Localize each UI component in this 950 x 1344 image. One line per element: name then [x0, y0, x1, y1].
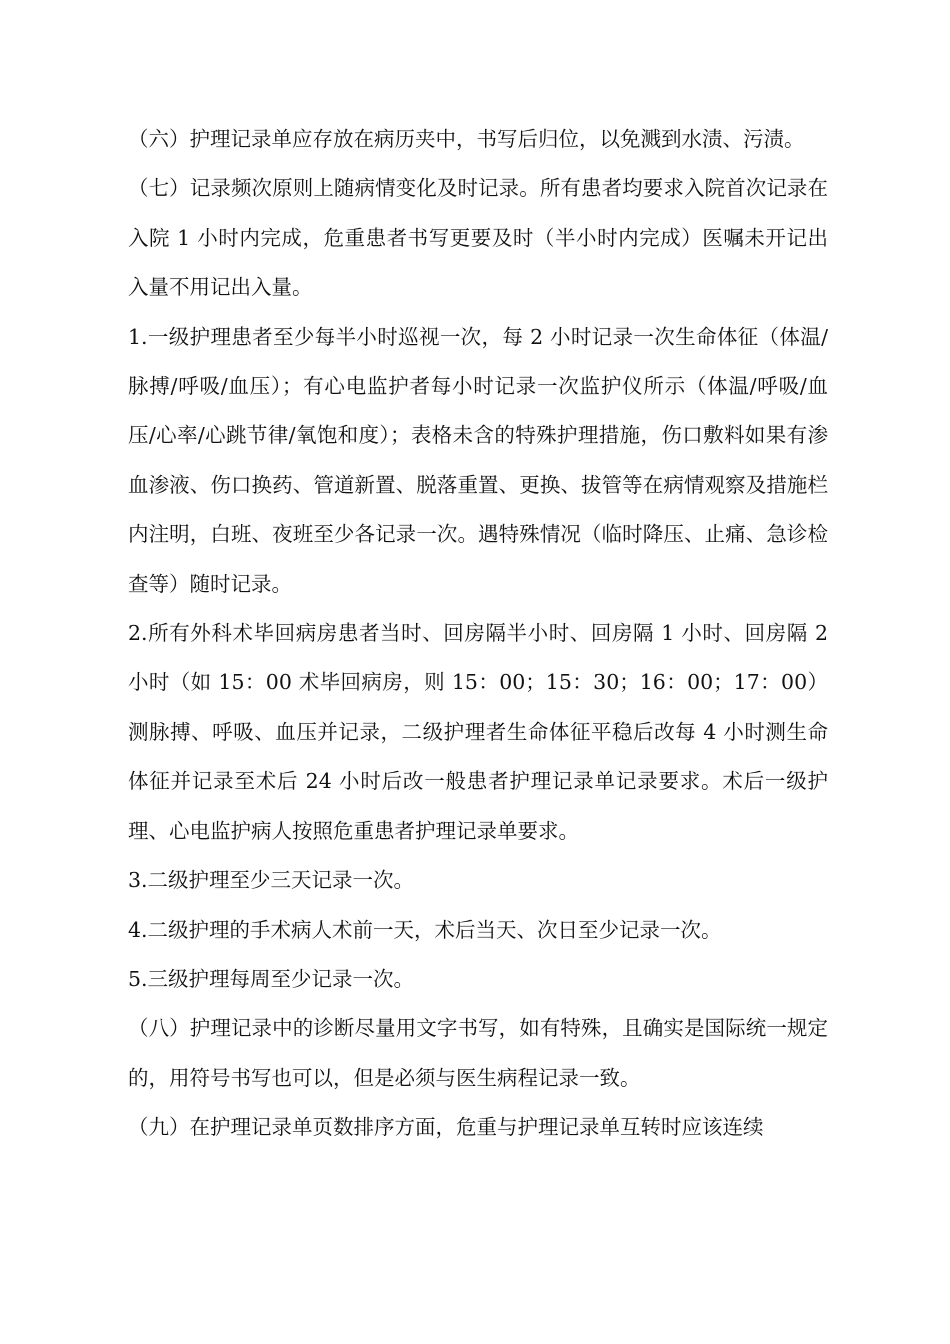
document-body	[128, 115, 828, 1153]
paragraph-storage-rule: （六）护理记录单应存放在病历夹中，书写后归位，以免溅到水渍、污渍。	[128, 127, 805, 151]
paragraph-postoperative-monitoring: 2.所有外科术毕回病房患者当时、回房隔半小时、回房隔 1 小时、回房隔 2 小时（如 15：00 术毕回病房，则 15：00；15：30；16：00；17：00）测脉搏、呼吸、血压并记录，二级护理者生命体征平稳后改每 4 小时测生命体征并记录至术后 24 小时后改一般患者护理记录单记录要求。术后一级护理、心电监护病人按照危重患者护理记录单要求。	[128, 621, 828, 843]
paragraph-diagnosis-writing: （八）护理记录中的诊断尽量用文字书写，如有特殊，且确实是国际统一规定的，用符号书写也可以，但是必须与医生病程记录一致。	[128, 1016, 828, 1090]
paragraph-record-frequency: （七）记录频次原则上随病情变化及时记录。所有患者均要求入院首次记录在入院 1 小时内完成，危重患者书写更要及时（半小时内完成）医嘱未开记出入量不用记出入量。	[128, 176, 828, 300]
paragraph-page-ordering: （九）在护理记录单页数排序方面，危重与护理记录单互转时应该连续	[128, 1115, 764, 1140]
paragraph-level-two-surgery: 4.二级护理的手术病人术前一天，术后当天、次日至少记录一次。	[128, 917, 722, 942]
paragraph-level-three-care: 5.三级护理每周至少记录一次。	[128, 966, 415, 991]
paragraph-level-two-care: 3.二级护理至少三天记录一次。	[128, 868, 415, 893]
paragraph-level-one-care: 1.一级护理患者至少每半小时巡视一次，每 2 小时记录一次生命体征（体温/脉搏/呼吸/血压）；有心电监护者每小时记录一次监护仪所示（体温/呼吸/血压/心率/心跳节律/氧饱和度）；表格未含的特殊护理措施，伤口敷料如果有渗血渗液、伤口换药、管道新置、脱落重置、更换、拔管等在病情观察及措施栏内注明，白班、夜班至少各记录一次。遇特殊情况（临时降压、止痛、急诊检查等）随时记录。	[128, 324, 828, 596]
